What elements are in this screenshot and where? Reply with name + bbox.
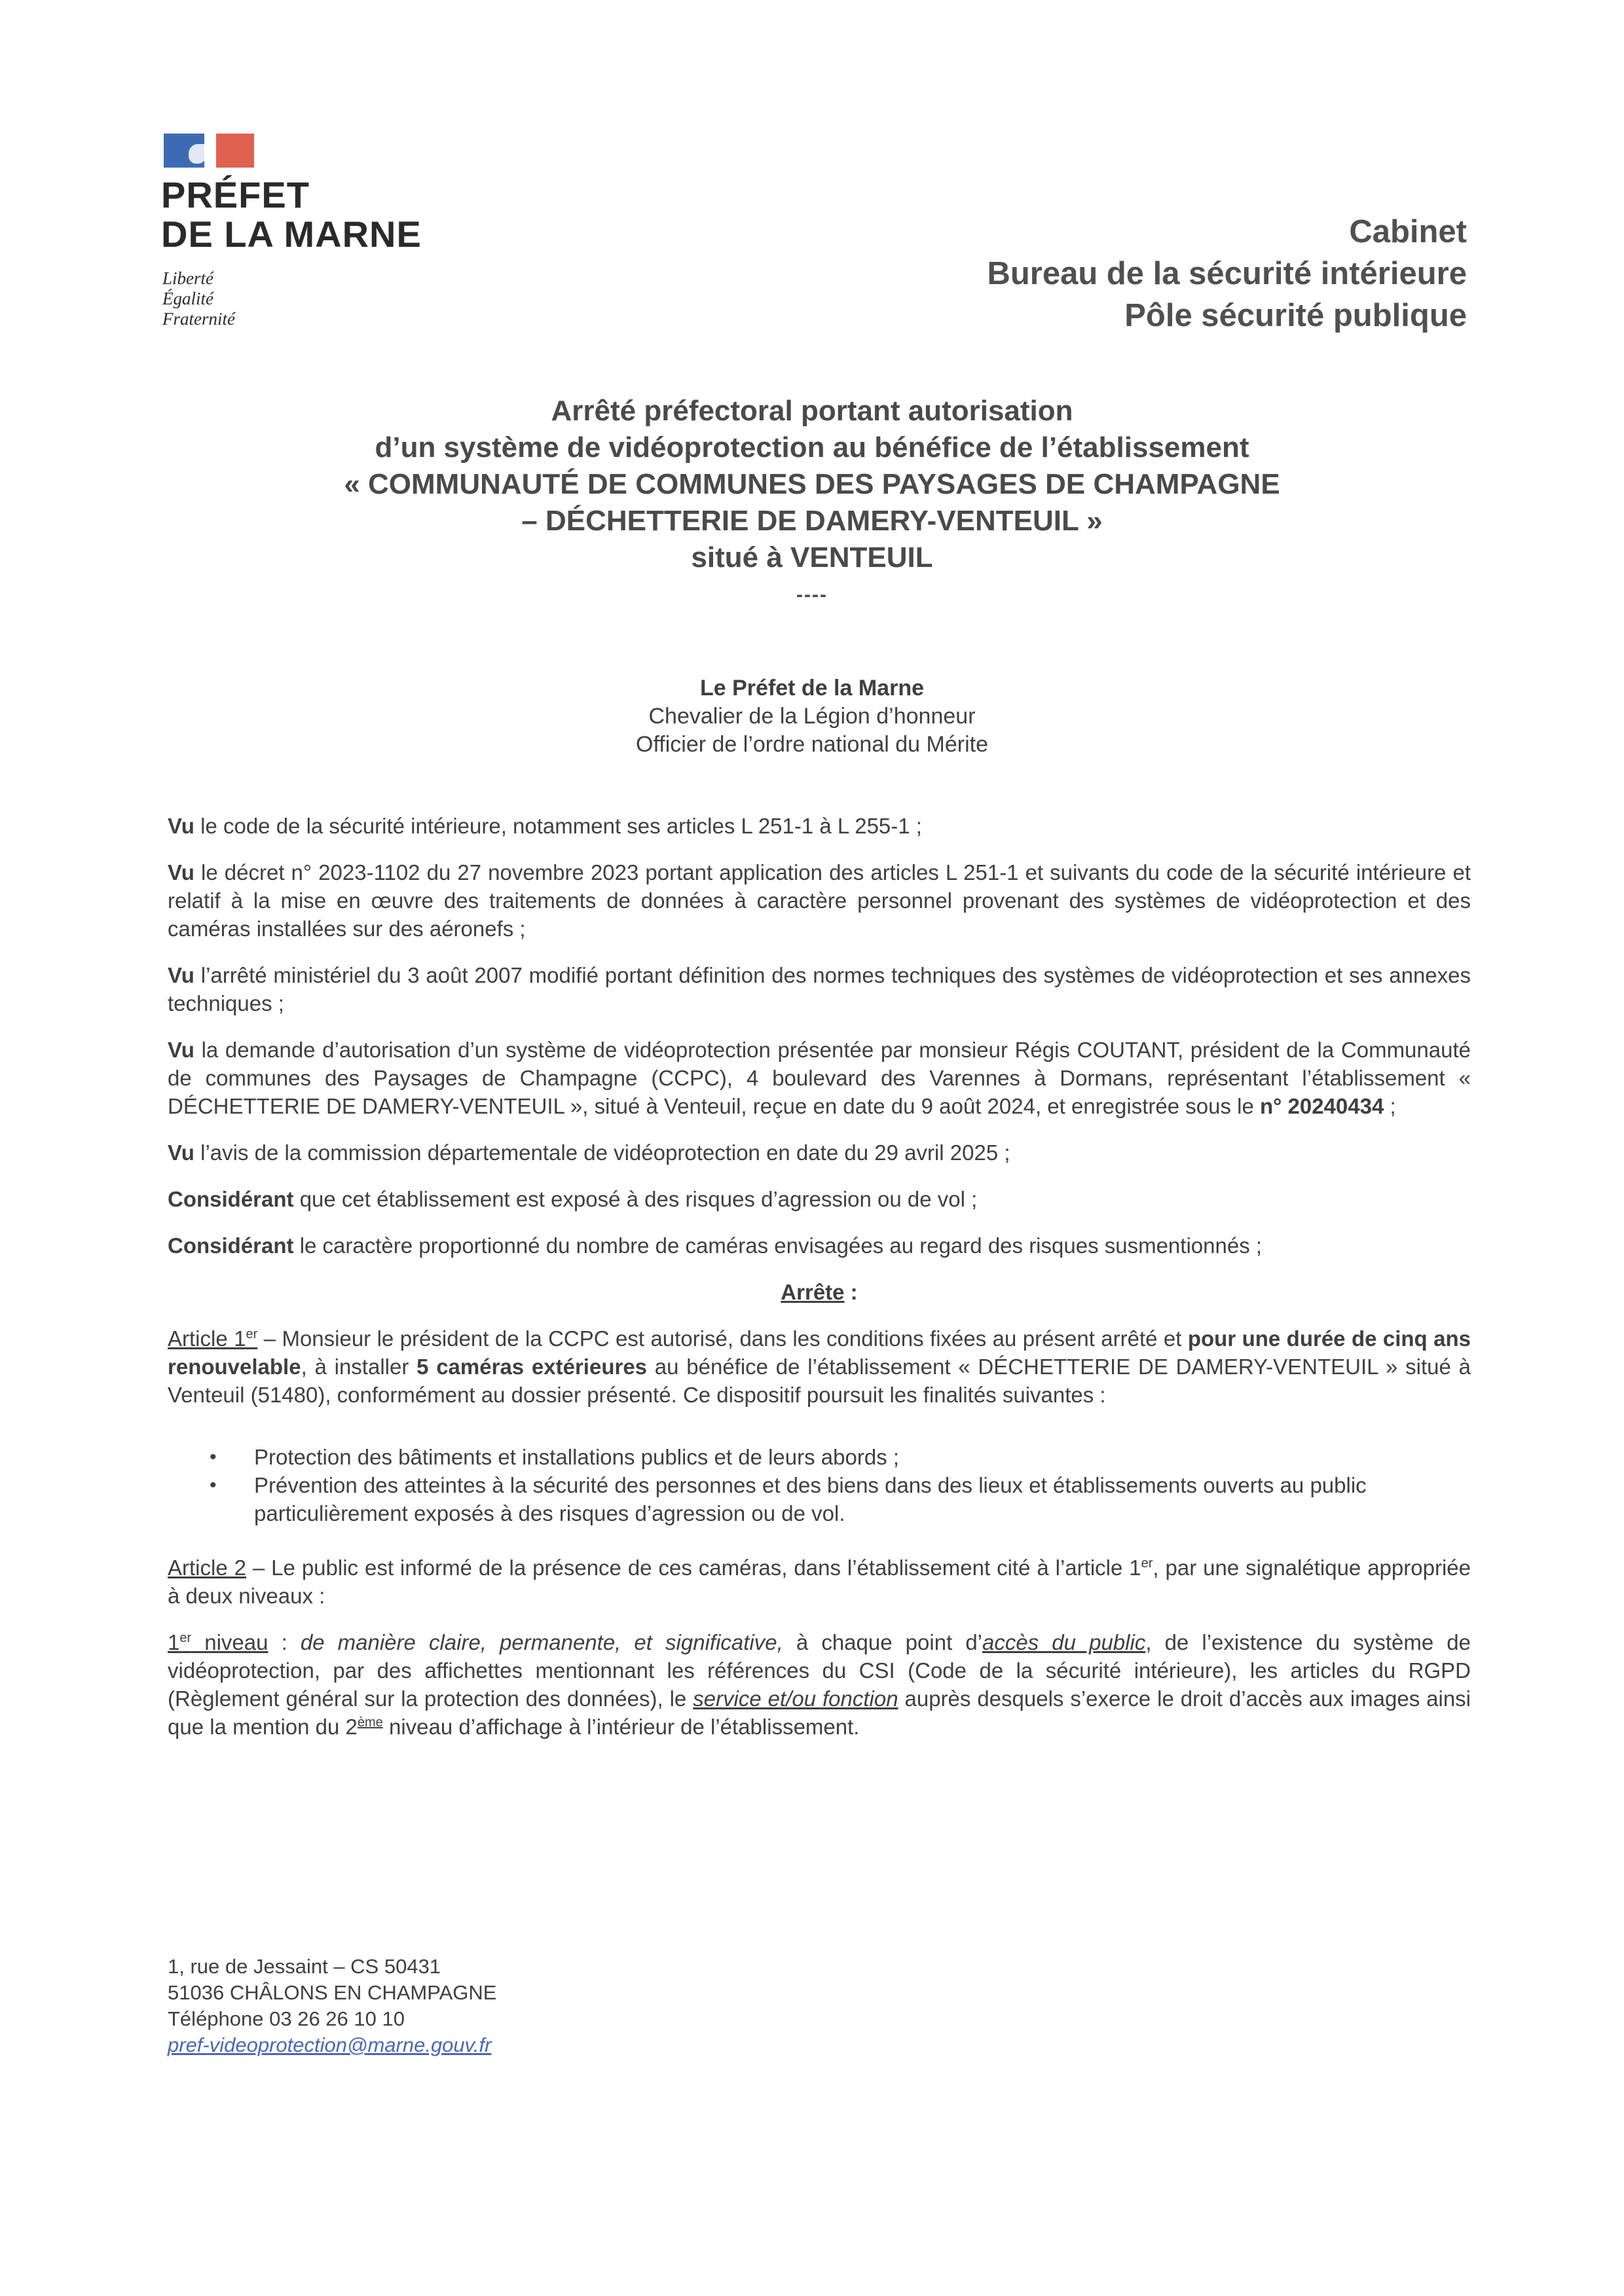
level-1-text: auprès desquels s’exerce le droit d’accès aux images ainsi que la mention du 2	[168, 1686, 1471, 1739]
title-line: situé à VENTEUIL	[691, 541, 933, 574]
list-item: • Prévention des atteintes à la sécurité des personnes et des biens dans des lieux et établissements ouverts au public particulièrement exposés à des risques d’agression ou de vol.	[254, 1471, 1471, 1527]
republic-motto	[162, 268, 235, 329]
institution-line-1: PRÉFET	[161, 174, 310, 215]
level-1-sup: er	[179, 1631, 192, 1645]
visa-text: le code de la sécurité intérieure, notamment ses articles L 251-1 à L 255-1 ;	[194, 814, 922, 838]
authority-distinction: Chevalier de la Légion d’honneur	[648, 704, 976, 729]
service-cabinet: Cabinet	[1349, 214, 1467, 249]
motto-fraternite: Fraternité	[162, 309, 235, 329]
visa-paragraph	[168, 1139, 1471, 1167]
level-1-text: à chaque point d’	[783, 1630, 983, 1654]
public-access-phrase: accès du public	[982, 1630, 1146, 1654]
level-2-sup: ème	[357, 1715, 383, 1730]
authority-distinction: Officier de l’ordre national du Mérite	[636, 732, 988, 757]
footer-contact	[168, 1954, 496, 2058]
footer-address-1: 1, rue de Jessaint – CS 50431	[168, 1955, 441, 1978]
article-2-text: , par une signalétique appropriée à deux niveaux :	[168, 1556, 1471, 1608]
article-1-text: – Monsieur le président de la CCPC est autorisé, dans les conditions fixées au présent arrêté et	[257, 1326, 1188, 1351]
purposes-list	[168, 1443, 1471, 1527]
registration-number: n° 20240434	[1259, 1094, 1384, 1118]
arrete-heading	[168, 1278, 1471, 1306]
title-line: « COMMUNAUTÉ DE COMMUNES DES PAYSAGES DE CHAMPAGNE	[344, 468, 1280, 500]
considerant-lead: Considérant	[168, 1187, 294, 1211]
service-pole: Pôle sécurité publique	[1124, 298, 1467, 333]
title-separator: ----	[796, 584, 828, 606]
visa-paragraph	[168, 961, 1471, 1017]
document-title	[157, 393, 1467, 576]
considerant-text: le caractère proportionné du nombre de caméras envisagées au regard des risques susmentionnés ;	[293, 1233, 1263, 1258]
arrete-heading-colon: :	[844, 1280, 858, 1304]
level-1-emphasis: de manière claire, permanente, et significative,	[300, 1630, 783, 1654]
visa-lead: Vu	[168, 860, 194, 884]
footer-email-link[interactable]: pref-videoprotection@marne.gouv.fr	[168, 2033, 492, 2056]
arrete-heading-text: Arrête	[781, 1280, 845, 1304]
article-1-text: , à installer	[301, 1355, 417, 1379]
footer-phone: Téléphone 03 26 26 10 10	[168, 2007, 405, 2030]
signing-authority	[157, 674, 1467, 759]
visa-text: l’arrêté ministériel du 3 août 2007 modifié portant définition des normes techniques des systèmes de vidéoprotection et ses annexes techniques ;	[168, 963, 1471, 1015]
article-1-camera-count: 5 caméras extérieures	[416, 1355, 648, 1379]
considerant-lead: Considérant	[168, 1233, 294, 1258]
motto-liberte: Liberté	[162, 268, 213, 288]
article-2-label: Article 2	[168, 1556, 246, 1580]
title-line: – DÉCHETTERIE DE DAMERY-VENTEUIL »	[521, 505, 1103, 537]
institution-name	[161, 175, 422, 254]
visa-lead: Vu	[168, 1140, 194, 1165]
article-2	[168, 1554, 1471, 1610]
level-1-paragraph	[168, 1628, 1471, 1741]
article-1	[168, 1324, 1471, 1409]
level-1-number: 1	[168, 1630, 180, 1654]
article-2-text: – Le public est informé de la présence de ces caméras, dans l’établissement cité à l’article 1	[246, 1556, 1141, 1580]
visa-lead: Vu	[168, 1038, 194, 1062]
footer-address-2: 51036 CHÂLONS EN CHAMPAGNE	[168, 1981, 497, 2004]
considerant-text: que cet établissement est exposé à des risques d’agression ou de vol ;	[293, 1187, 978, 1211]
authority-name: Le Préfet de la Marne	[699, 676, 924, 701]
level-1-text: , de l’existence du système de vidéoprotection, par des affichettes mentionnant les références du CSI (Code de la sécurité intérieure), les articles du RGPD (Règlement général sur la protection des données), le	[168, 1630, 1471, 1711]
article-1-label-sup: er	[246, 1327, 258, 1341]
title-line: Arrêté préfectoral portant autorisation	[551, 395, 1073, 427]
title-line: d’un système de vidéoprotection au bénéfice de l’établissement	[375, 431, 1249, 464]
visa-text: le décret n° 2023-1102 du 27 novembre 2023 portant application des articles L 251-1 et suivants du code de la sécurité intérieure et relatif à la mise en œuvre des traitements de données à caractère personnel provenant des systèmes de vidéoprotection et des caméras installées sur des aéronefs ;	[168, 860, 1471, 941]
article-1-duration: pour une durée de cinq ans renouvelable	[168, 1326, 1471, 1379]
article-2-sup: er	[1141, 1556, 1153, 1571]
issuing-service	[987, 211, 1467, 337]
article-1-text: au bénéfice de l’établissement « DÉCHETTERIE DE DAMERY-VENTEUIL » situé à Venteuil (51480), conformément au dossier présenté. Ce dispositif poursuit les finalités suivantes :	[168, 1355, 1471, 1407]
considerant-paragraph	[168, 1231, 1471, 1260]
level-1-text: niveau d’affichage à l’intérieur de l’établissement.	[382, 1715, 860, 1739]
level-1-colon: :	[268, 1630, 301, 1654]
visa-text: l’avis de la commission départementale de vidéoprotection en date du 29 avril 2025 ;	[194, 1140, 1010, 1165]
document-body	[168, 812, 1471, 1759]
visa-lead: Vu	[168, 814, 194, 838]
service-bureau: Bureau de la sécurité intérieure	[987, 256, 1467, 291]
visa-paragraph	[168, 1036, 1471, 1120]
visa-paragraph	[168, 858, 1471, 943]
marianne-profile-icon	[189, 144, 207, 164]
visa-tail: ;	[1384, 1094, 1396, 1118]
motto-egalite: Égalité	[162, 289, 213, 308]
article-1-label-text: Article 1	[168, 1326, 246, 1351]
level-1-word: niveau	[191, 1630, 268, 1654]
visa-paragraph	[168, 812, 1471, 840]
article-1-label	[168, 1326, 257, 1351]
visa-lead: Vu	[168, 963, 194, 987]
visa-text: la demande d’autorisation d’un système de vidéoprotection présentée par monsieur Régis COUTANT, président de la Communauté de communes des Paysages de Champagne (CCPC), 4 boulevard des Varennes à Dormans, représentant l’établissement « DÉCHETTERIE DE DAMERY-VENTEUIL », situé à Venteuil, reçue en date du 9 août 2024, et enregistrée sous le	[168, 1038, 1471, 1118]
marianne-logo-icon	[164, 131, 255, 170]
institution-line-2: DE LA MARNE	[161, 213, 422, 255]
list-item: • Protection des bâtiments et installations publics et de leurs abords ;	[254, 1443, 1471, 1471]
considerant-paragraph	[168, 1185, 1471, 1213]
flag-red-band	[216, 134, 254, 168]
level-1-label	[168, 1630, 268, 1654]
service-function-phrase: service et/ou fonction	[693, 1686, 898, 1711]
